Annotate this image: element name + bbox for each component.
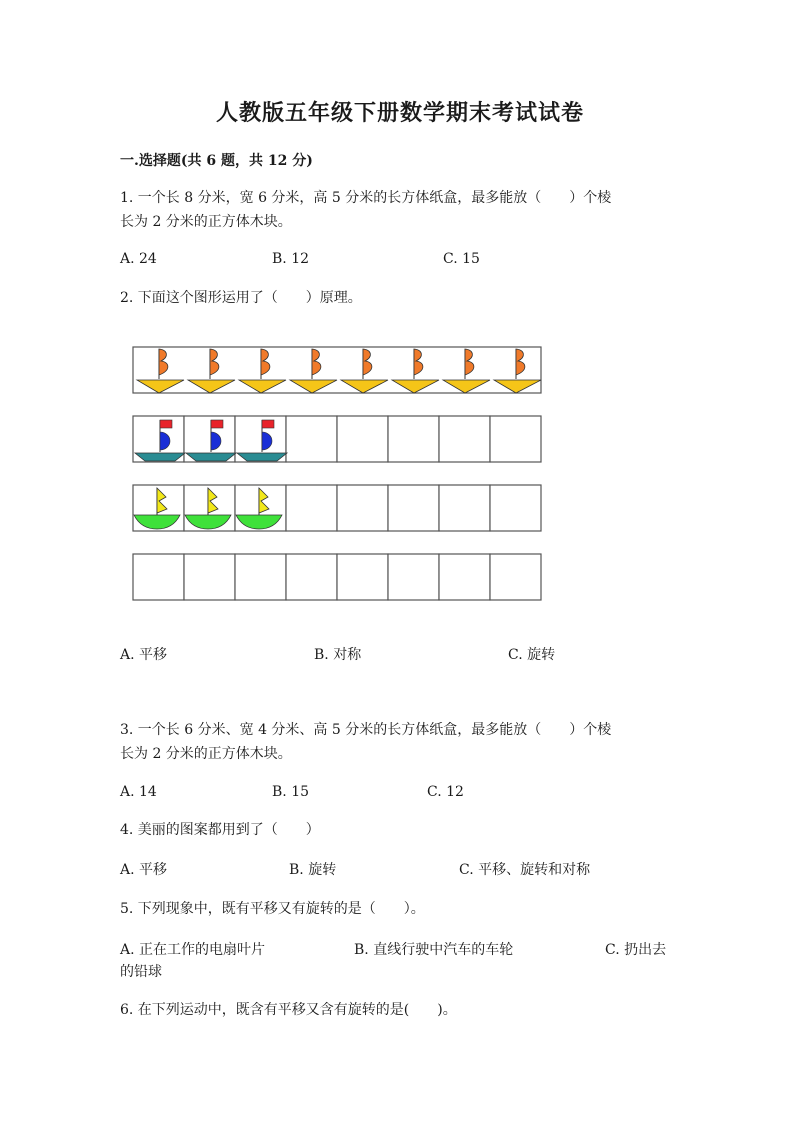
q2-option-c[interactable]: C. 旋转 [508, 647, 556, 663]
question-4 [120, 818, 680, 842]
q3-option-b[interactable]: B. 15 [272, 784, 310, 800]
question-1 [120, 186, 680, 234]
q5-option-c[interactable]: C. 扔出去 [605, 942, 667, 958]
q1-option-c[interactable]: C. 15 [443, 251, 480, 267]
page-title: 人教版五年级下册数学期末考试试卷 [215, 100, 584, 126]
question-2 [120, 286, 680, 310]
question-2-stem-line1: 2. 下面这个图形运用了（ ）原理。 [120, 290, 362, 306]
q3-option-a[interactable]: A. 14 [120, 784, 157, 800]
question-3-stem-line2: 长为 2 分米的正方体木块。 [120, 746, 292, 762]
q3-option-c[interactable]: C. 12 [427, 784, 464, 800]
q5-option-a[interactable]: A. 正在工作的电扇叶片 [120, 942, 266, 958]
q2-option-a[interactable]: A. 平移 [120, 647, 168, 663]
question-5 [120, 897, 680, 921]
question-5-stem-line1: 5. 下列现象中，既有平移又有旋转的是（ ）。 [120, 901, 425, 917]
question-1-stem-line1: 1. 一个长 8 分米，宽 6 分米，高 5 分米的长方体纸盒，最多能放（ ）个棱 [120, 190, 612, 206]
question-3 [120, 718, 680, 766]
q5-option-c-continued: 的铅球 [120, 964, 162, 980]
question-4-stem-line1: 4. 美丽的图案都用到了（ ） [120, 822, 320, 838]
q4-option-b[interactable]: B. 旋转 [289, 862, 337, 878]
question-1-stem-line2: 长为 2 分米的正方体木块。 [120, 214, 292, 230]
section-heading: 一.选择题(共 6 题，共 12 分) [120, 153, 313, 169]
q4-option-a[interactable]: A. 平移 [120, 862, 168, 878]
q2-option-b[interactable]: B. 对称 [314, 647, 362, 663]
q1-option-b[interactable]: B. 12 [272, 251, 310, 267]
q4-option-c[interactable]: C. 平移、旋转和对称 [459, 862, 591, 878]
question-3-stem-line1: 3. 一个长 6 分米、宽 4 分米、高 5 分米的长方体纸盒，最多能放（ ）个棱 [120, 722, 612, 738]
translation-figure-svg [130, 340, 545, 605]
translation-figure [130, 340, 545, 605]
q1-option-a[interactable]: A. 24 [120, 251, 157, 267]
question-6 [120, 998, 680, 1022]
row4-grid [133, 554, 541, 600]
q5-option-b[interactable]: B. 直线行驶中汽车的车轮 [354, 942, 514, 958]
question-6-stem-line1: 6. 在下列运动中，既含有平移又含有旋转的是( )。 [120, 1002, 457, 1018]
